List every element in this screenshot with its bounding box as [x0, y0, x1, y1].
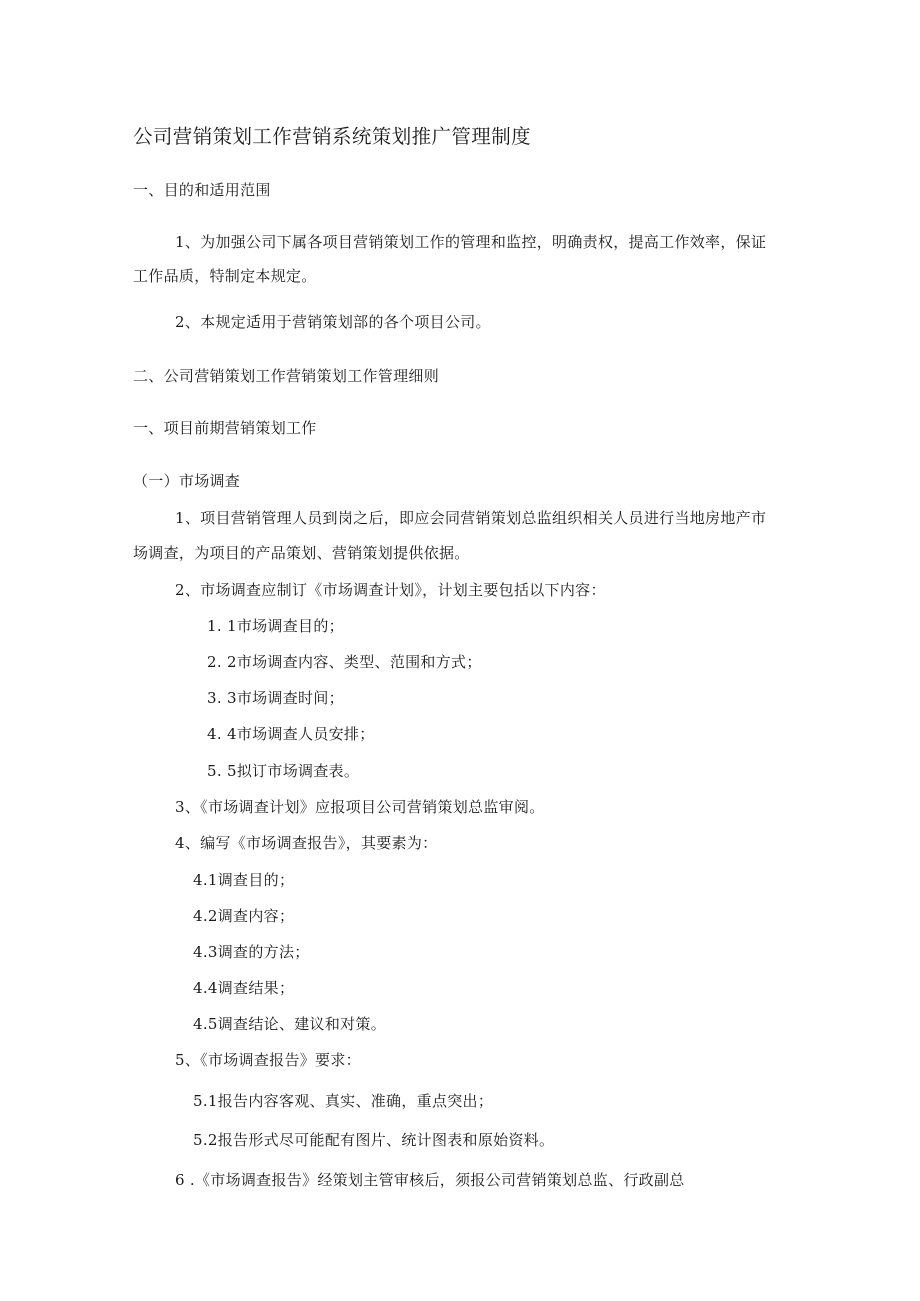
list-item: 4.4调查结果； — [193, 979, 295, 997]
list-item: 5.1报告内容客观、真实、准确，重点突出； — [193, 1092, 494, 1110]
paragraph-line: 1、为加强公司下属各项目营销策划工作的管理和监控，明确责权，提高工作效率，保证 — [175, 233, 767, 251]
paragraph-line: 工作品质，特制定本规定。 — [133, 267, 317, 285]
paragraph-line: 2、本规定适用于营销策划部的各个项目公司。 — [175, 313, 491, 331]
list-item: 5.2报告形式尽可能配有图片、统计图表和原始资料。 — [193, 1131, 555, 1149]
list-item: 4. 4市场调查人员安排； — [207, 725, 375, 743]
subsection-heading: 一、项目前期营销策划工作 — [133, 419, 317, 437]
section-heading: 二、公司营销策划工作营销策划工作管理细则 — [133, 367, 440, 385]
list-item: 1. 1市场调查目的； — [207, 617, 344, 635]
list-item: 4.2调查内容； — [193, 907, 295, 925]
list-item: 5. 5拟订市场调查表。 — [207, 762, 360, 780]
list-item: 2. 2市场调查内容、类型、范围和方式； — [207, 653, 482, 671]
part-heading: （一）市场调查 — [133, 472, 241, 490]
paragraph-line: 2、市场调查应制订《市场调查计划》，计划主要包括以下内容： — [175, 581, 606, 599]
section-heading: 一、目的和适用范围 — [133, 181, 271, 199]
list-item: 4.1调查目的； — [193, 871, 295, 889]
paragraph-line: 场调查，为项目的产品策划、营销策划提供依据。 — [133, 544, 470, 562]
paragraph-line: 3、《市场调查计划》应报项目公司营销策划总监审阅。 — [175, 798, 545, 816]
paragraph-line: 6 .《市场调查报告》经策划主管审核后，须报公司营销策划总监、行政副总 — [175, 1171, 685, 1189]
list-item: 4.3调查的方法； — [193, 943, 310, 961]
list-item: 3. 3市场调查时间； — [207, 689, 344, 707]
document-title: 公司营销策划工作营销系统策划推广管理制度 — [133, 125, 532, 148]
paragraph-line: 4、编写《市场调查报告》，其要素为： — [175, 834, 438, 852]
paragraph-line: 5、《市场调查报告》要求： — [175, 1051, 361, 1069]
list-item: 4.5调查结论、建议和对策。 — [193, 1015, 387, 1033]
paragraph-line: 1、项目营销管理人员到岗之后，即应会同营销策划总监组织相关人员进行当地房地产市 — [175, 509, 767, 527]
